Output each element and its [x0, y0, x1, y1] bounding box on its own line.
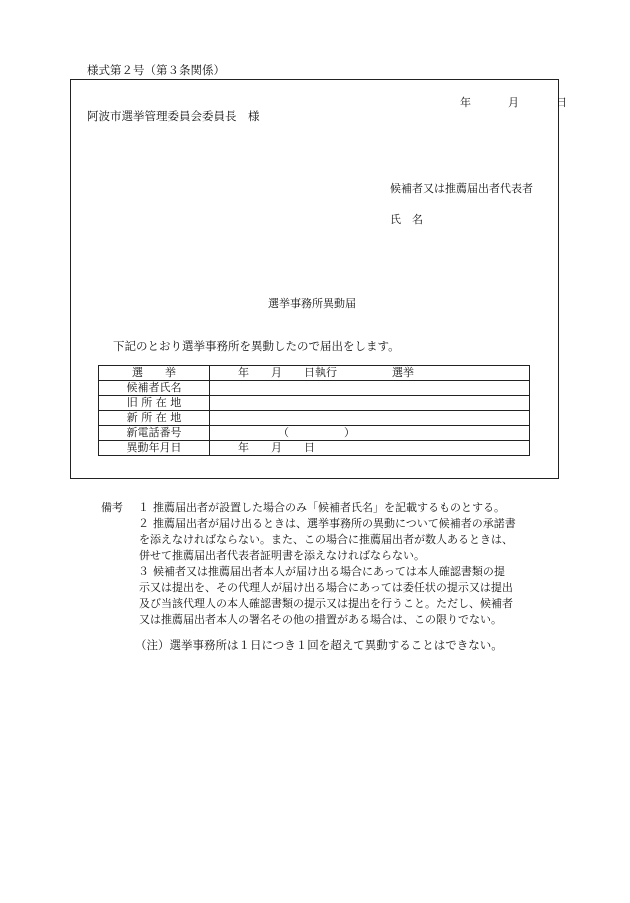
note-number: ２	[138, 517, 149, 530]
notes-heading: 備考	[101, 501, 123, 514]
footnote: （注）選挙事務所は１日につき１回を超えて異動することはできない。	[135, 638, 503, 652]
table-row	[99, 381, 530, 396]
row-value[interactable]	[210, 411, 530, 426]
row-value[interactable]: 年 月 日	[210, 441, 530, 456]
note-text: 推薦届出者が届け出るときは、選挙事務所の異動について候補者の承諾書	[153, 517, 516, 530]
row-label: 異動年月日	[99, 441, 210, 456]
form-number-label: 様式第２号（第３条関係）	[87, 63, 225, 77]
row-value[interactable]	[210, 396, 530, 411]
addressee: 阿波市選挙管理委員会委員長 様	[87, 109, 260, 123]
date-day-label: 日	[556, 96, 567, 109]
note-text: 併せて推薦届出者代表者証明書を添えなければならない。	[139, 549, 425, 562]
date-month-label: 月	[508, 96, 519, 109]
row-label: 選 挙	[99, 366, 210, 381]
table-row	[99, 426, 530, 441]
table-row	[99, 441, 530, 456]
document-title: 選挙事務所異動届	[268, 297, 356, 310]
date-line	[460, 94, 567, 110]
note-number: １	[138, 501, 149, 514]
candidate-label: 候補者又は推薦届出者代表者	[390, 182, 533, 195]
info-table	[98, 365, 530, 456]
row-value[interactable]: （ ）	[210, 426, 530, 441]
note-text: 及び当該代理人の本人確認書類の提示又は提出を行うこと。ただし、候補者	[139, 597, 513, 610]
row-label: 旧 所 在 地	[99, 396, 210, 411]
row-label: 新電話番号	[99, 426, 210, 441]
table-row	[99, 411, 530, 426]
note-text: 候補者又は推薦届出者本人が届け出る場合にあっては本人確認書類の提	[153, 565, 505, 578]
row-value[interactable]	[210, 381, 530, 396]
intro-text: 下記のとおり選挙事務所を異動したので届出をします。	[113, 339, 400, 353]
note-text: 示又は提出を、その代理人が届け出る場合にあっては委任状の提示又は提出	[139, 581, 513, 594]
row-label: 新 所 在 地	[99, 411, 210, 426]
note-number: ３	[138, 565, 149, 578]
note-text: を添えなければならない。また、この場合に推薦届出者が数人あるときは、	[139, 533, 513, 546]
date-year-label: 年	[460, 96, 471, 109]
row-value[interactable]: 年 月 日執行 選挙	[210, 366, 530, 381]
note-text: 推薦届出者が設置した場合のみ「候補者氏名」を記載するものとする。	[153, 501, 505, 514]
table-row	[99, 396, 530, 411]
name-label: 氏 名	[390, 213, 423, 226]
row-label: 候補者氏名	[99, 381, 210, 396]
note-text: 又は推薦届出者本人の署名その他の措置がある場合は、この限りでない。	[139, 613, 502, 626]
table-row	[99, 366, 530, 381]
